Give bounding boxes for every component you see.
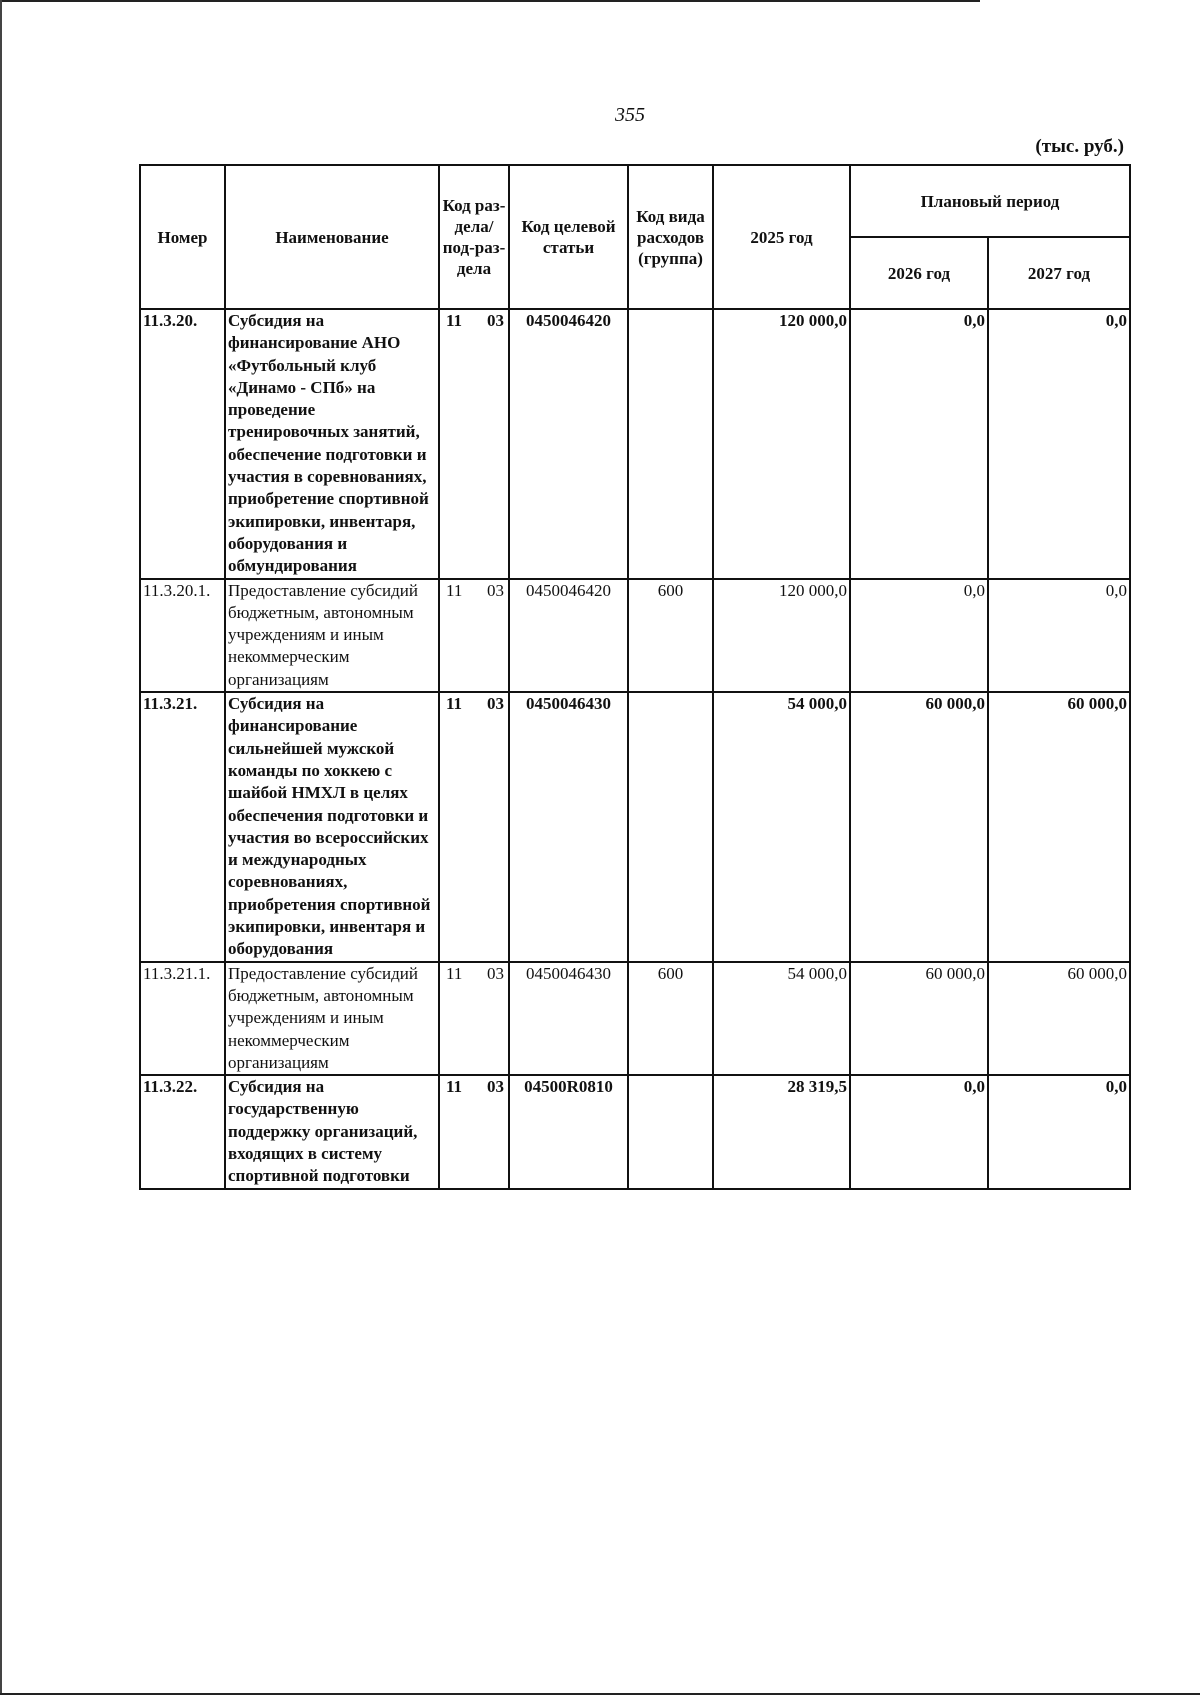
row-number: 11.3.20. bbox=[140, 309, 225, 579]
row-value-2027: 60 000,0 bbox=[988, 962, 1130, 1075]
header-year-2025: 2025 год bbox=[713, 165, 850, 309]
table-row bbox=[140, 579, 1130, 692]
units-label: (тыс. руб.) bbox=[1035, 136, 1124, 157]
row-number: 11.3.21.1. bbox=[140, 962, 225, 1075]
scan-edge-left bbox=[0, 0, 2, 1695]
row-name: Субсидия на финансирование АНО «Футбольный клуб «Динамо - СПб» на проведение тренировочных занятий, обеспечение подготовки и участия в соревнованиях, приобретение спортивной экипировки, инвентаря, оборудования и обмундирования bbox=[225, 309, 439, 579]
row-value-2027: 60 000,0 bbox=[988, 692, 1130, 962]
row-razdel: 11 bbox=[446, 963, 463, 983]
row-value-2026: 60 000,0 bbox=[850, 692, 988, 962]
table-row bbox=[140, 962, 1130, 1075]
row-section-code bbox=[439, 579, 509, 692]
row-value-2025: 28 319,5 bbox=[713, 1075, 850, 1188]
table-header bbox=[140, 165, 1130, 309]
row-expense-type bbox=[628, 309, 713, 579]
row-section-code bbox=[439, 962, 509, 1075]
row-razdel: 11 bbox=[446, 580, 463, 600]
row-name: Субсидия на финансирование сильнейшей мужской команды по хоккею с шайбой НМХЛ в целях обеспечения подготовки и участия во всероссийских и международных соревнованиях, приобретения спортивной экипировки, инвентаря и оборудования bbox=[225, 692, 439, 962]
row-razdel: 11 bbox=[446, 694, 463, 714]
header-target-code: Код целевой статьи bbox=[509, 165, 628, 309]
row-podrazdel: 03 bbox=[487, 1077, 504, 1097]
row-target-code: 0450046420 bbox=[509, 579, 628, 692]
row-expense-type bbox=[628, 1075, 713, 1188]
row-target-code: 04500R0810 bbox=[509, 1075, 628, 1188]
row-value-2025: 54 000,0 bbox=[713, 962, 850, 1075]
row-value-2027: 0,0 bbox=[988, 579, 1130, 692]
row-razdel: 11 bbox=[446, 1077, 463, 1097]
row-section-code bbox=[439, 309, 509, 579]
header-year-2027: 2027 год bbox=[988, 237, 1130, 309]
table-row bbox=[140, 1075, 1130, 1188]
row-value-2025: 54 000,0 bbox=[713, 692, 850, 962]
header-name: Наименование bbox=[225, 165, 439, 309]
row-section-code bbox=[439, 1075, 509, 1188]
header-planned-period: Плановый период bbox=[850, 165, 1130, 237]
row-value-2026: 0,0 bbox=[850, 1075, 988, 1188]
scan-edge-top bbox=[0, 0, 980, 2]
row-name: Предоставление субсидий бюджетным, автономным учреждениям и иным некоммерческим организациям bbox=[225, 962, 439, 1075]
header-number: Номер bbox=[140, 165, 225, 309]
row-expense-type bbox=[628, 692, 713, 962]
row-number: 11.3.21. bbox=[140, 692, 225, 962]
row-value-2025: 120 000,0 bbox=[713, 579, 850, 692]
row-target-code: 0450046430 bbox=[509, 692, 628, 962]
table-row bbox=[140, 309, 1130, 579]
row-expense-type: 600 bbox=[628, 579, 713, 692]
row-target-code: 0450046420 bbox=[509, 309, 628, 579]
row-value-2025: 120 000,0 bbox=[713, 309, 850, 579]
budget-table bbox=[139, 164, 1131, 1190]
row-podrazdel: 03 bbox=[487, 311, 504, 330]
row-podrazdel: 03 bbox=[487, 963, 504, 983]
row-value-2026: 0,0 bbox=[850, 309, 988, 579]
header-year-2026: 2026 год bbox=[850, 237, 988, 309]
row-number: 11.3.22. bbox=[140, 1075, 225, 1188]
row-podrazdel: 03 bbox=[487, 580, 504, 600]
header-expense-type: Код вида расходов (группа) bbox=[628, 165, 713, 309]
row-target-code: 0450046430 bbox=[509, 962, 628, 1075]
row-number: 11.3.20.1. bbox=[140, 579, 225, 692]
row-expense-type: 600 bbox=[628, 962, 713, 1075]
row-section-code bbox=[439, 692, 509, 962]
row-name: Предоставление субсидий бюджетным, автономным учреждениям и иным некоммерческим организациям bbox=[225, 579, 439, 692]
row-value-2026: 0,0 bbox=[850, 579, 988, 692]
row-value-2027: 0,0 bbox=[988, 1075, 1130, 1188]
table-row bbox=[140, 692, 1130, 962]
header-section-code: Код раз-дела/ под-раз-дела bbox=[439, 165, 509, 309]
row-podrazdel: 03 bbox=[487, 694, 504, 714]
row-value-2026: 60 000,0 bbox=[850, 962, 988, 1075]
page-number: 355 bbox=[615, 104, 645, 126]
row-razdel: 11 bbox=[446, 311, 463, 330]
row-value-2027: 0,0 bbox=[988, 309, 1130, 579]
row-name: Субсидия на государственную поддержку организаций, входящих в систему спортивной подготовки bbox=[225, 1075, 439, 1188]
table-body bbox=[140, 309, 1130, 1189]
